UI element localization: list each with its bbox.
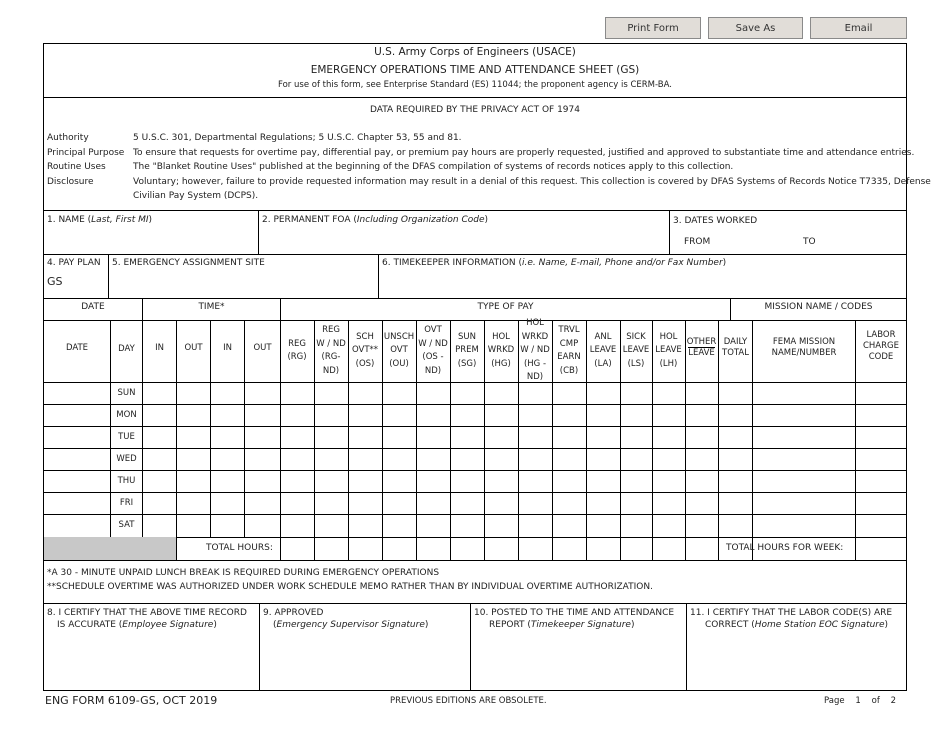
col-pay-6: HOL WRKD (HG) [487, 331, 515, 369]
grid-vline [586, 320, 587, 560]
grid-vline [280, 320, 281, 560]
day-sun: SUN [117, 388, 136, 398]
col-other-leave: OTHER LEAVE [686, 337, 717, 359]
row-divider [43, 448, 907, 449]
col-pay-4: OVT W / ND (OS - ND) [418, 325, 448, 376]
grid-vline [552, 320, 553, 560]
total-week-label: TOTAL HOURS FOR WEEK: [726, 543, 844, 553]
col-pay-8: TRVL CMP EARN (CB) [557, 325, 581, 376]
group-type-of-pay: TYPE OF PAY [477, 302, 534, 312]
row-divider [43, 426, 907, 427]
disclosure-label: Disclosure [47, 177, 94, 187]
authority-label: Authority [47, 133, 89, 143]
col-daily-total: DAILY TOTAL [722, 337, 749, 359]
group-date: DATE [81, 302, 105, 312]
day-wed: WED [116, 454, 137, 464]
save-as-button[interactable]: Save As [708, 17, 803, 39]
grid-vline [620, 320, 621, 560]
total-row-shaded [44, 537, 176, 560]
privacy-heading: DATA REQUIRED BY THE PRIVACY ACT OF 1974 [370, 105, 580, 115]
site-label: 5. EMERGENCY ASSIGNMENT SITE [112, 258, 265, 268]
foa-label: 2. PERMANENT FOA (Including Organization Code) [262, 215, 489, 225]
col-pay-10: SICK LEAVE (LS) [622, 331, 650, 369]
note-lunch: *A 30 - MINUTE UNPAID LUNCH BREAK IS REQUIRED DURING EMERGENCY OPERATIONS [47, 568, 440, 578]
col-out-2: OUT [253, 343, 272, 353]
to-label: TO [803, 237, 816, 247]
dates-worked-label: 3. DATES WORKED [673, 216, 758, 226]
page-indicator: Page 1 of 2 [824, 696, 897, 706]
grid-vline [518, 320, 519, 560]
form-number: ENG FORM 6109-GS, OCT 2019 [45, 694, 218, 707]
form-title: EMERGENCY OPERATIONS TIME AND ATTENDANCE SHEET (GS) [310, 64, 640, 76]
purpose-label: Principal Purpose [47, 148, 125, 158]
sig-timekeeper[interactable]: 10. POSTED TO THE TIME AND ATTENDANCE REPORT (Timekeeper Signature) [474, 608, 675, 630]
col-fema-mission: FEMA MISSION NAME/NUMBER [771, 337, 837, 359]
day-sat: SAT [118, 520, 135, 530]
total-hours-label: TOTAL HOURS: [206, 543, 273, 553]
grid-vline [416, 320, 417, 560]
grid-vline [210, 320, 211, 537]
grid-vline [718, 320, 719, 560]
row-divider [43, 470, 907, 471]
disclosure-text-2: Civilian Pay System (DCPS). [133, 191, 259, 201]
row-divider [43, 404, 907, 405]
grid-vline [855, 320, 856, 560]
header-divider [43, 382, 907, 383]
note-overtime: **SCHEDULE OVERTIME WAS AUTHORIZED UNDER WORK SCHEDULE MEMO RATHER THAN BY INDIVIDUAL OVERTIME AUTHORIZATION. [47, 582, 653, 592]
col-in-2: IN [223, 343, 232, 353]
grid-vline [314, 320, 315, 560]
form-subtitle: For use of this form, see Enterprise Standard (ES) 11044; the proponent agency is CERM-BA. [278, 80, 672, 90]
email-button[interactable]: Email [810, 17, 907, 39]
pay-plan-label: 4. PAY PLAN [47, 258, 101, 268]
day-fri: FRI [119, 498, 134, 508]
sig-supervisor[interactable]: 9. APPROVED (Emergency Supervisor Signature) [263, 608, 429, 630]
name-label: 1. NAME (Last, First MI) [47, 215, 153, 225]
sig-eoc[interactable]: 11. I CERTIFY THAT THE LABOR CODE(S) ARE CORRECT (Home Station EOC Signature) [690, 608, 893, 630]
col-pay-11: HOL LEAVE (LH) [655, 331, 682, 369]
total-vline [718, 537, 719, 560]
col-pay-3: UNSCH OVT (OU) [383, 331, 415, 369]
col-day: DAY [118, 344, 135, 354]
org-name: U.S. Army Corps of Engineers (USACE) [374, 46, 576, 58]
grid-vline [176, 320, 177, 537]
obsolete-note: PREVIOUS EDITIONS ARE OBSOLETE. [390, 696, 547, 706]
disclosure-text-1: Voluntary; however, failure to provide requested information may result in a denial of this request. This collection is covered by DFAS Systems of Records Notice T7335, Defense [133, 177, 931, 187]
print-form-button[interactable]: Print Form [605, 17, 701, 39]
grid-vline [142, 320, 143, 537]
col-pay-0: REG (RG) [287, 338, 307, 362]
col-pay-9: ANL LEAVE (LA) [589, 331, 617, 369]
day-mon: MON [116, 410, 137, 420]
total-vline [855, 537, 856, 560]
col-date: DATE [65, 343, 89, 353]
day-tue: TUE [118, 432, 135, 442]
grid-vline [652, 320, 653, 560]
grid-vline [348, 320, 349, 560]
routine-label: Routine Uses [47, 162, 106, 172]
sig-employee[interactable]: 8. I CERTIFY THAT THE ABOVE TIME RECORD IS ACCURATE (Employee Signature) [47, 608, 247, 630]
routine-text: The "Blanket Routine Uses" published at the beginning of the DFAS compilation of systems of records notices apply to this collection. [133, 162, 734, 172]
col-pay-2: SCH OVT** (OS) [351, 331, 379, 369]
col-pay-7: HOL WRKD W / ND (HG - ND) [520, 318, 550, 383]
col-pay-1: REG W / ND (RG- ND) [316, 325, 346, 376]
grid-vline [484, 320, 485, 560]
pay-plan-value: GS [47, 275, 63, 288]
col-labor-code: LABOR CHARGE CODE [862, 330, 899, 363]
grid-vline [450, 320, 451, 560]
grid-vline [382, 320, 383, 560]
from-label: FROM [684, 237, 711, 247]
col-out-1: OUT [184, 343, 203, 353]
grid-vline [685, 320, 686, 560]
authority-text: 5 U.S.C. 301, Departmental Regulations; 5 U.S.C. Chapter 53, 55 and 81. [133, 133, 462, 143]
grid-vline [244, 320, 245, 537]
total-vline [176, 537, 177, 560]
grid-vline [752, 320, 753, 560]
group-time: TIME* [198, 302, 225, 312]
row-divider [43, 514, 907, 515]
total-vline [280, 537, 281, 560]
col-in-1: IN [155, 343, 164, 353]
day-thu: THU [117, 476, 136, 486]
row-divider [43, 492, 907, 493]
purpose-text: To ensure that requests for overtime pay, differential pay, or premium pay hours are properly requested, justified and approved to substantiate time and attendance entries. [133, 148, 915, 158]
group-mission: MISSION NAME / CODES [764, 302, 873, 312]
col-pay-5: SUN PREM (SG) [455, 331, 479, 369]
timekeeper-label: 6. TIMEKEEPER INFORMATION (i.e. Name, E-mail, Phone and/or Fax Number) [382, 258, 727, 268]
